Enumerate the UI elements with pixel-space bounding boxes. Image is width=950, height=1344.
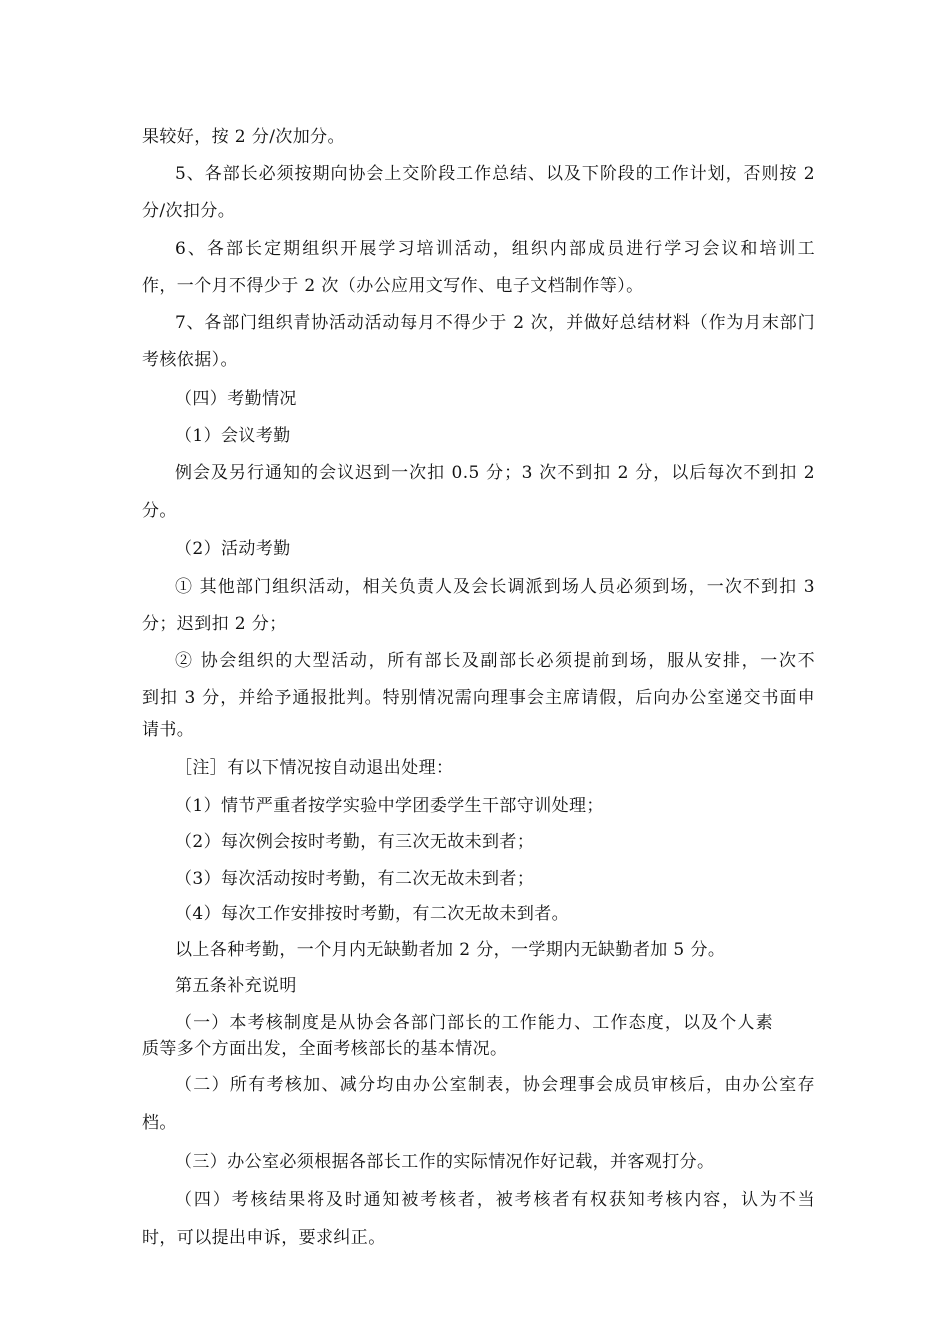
text-line: 考核依据）。: [142, 350, 238, 370]
text-line: （二）所有考核加、减分均由办公室制表，协会理事会成员审核后，由办公室存: [175, 1075, 815, 1095]
text-line: 以上各种考勤，一个月内无缺勤者加 2 分，一学期内无缺勤者加 5 分。: [175, 940, 726, 960]
text-line: 时，可以提出申诉，要求纠正。: [142, 1228, 386, 1248]
subsection-heading: （1）会议考勤: [175, 426, 291, 446]
text-line: 果较好，按 2 分/次加分。: [142, 127, 345, 147]
text-line: ① 其他部门组织活动，相关负责人及会长调派到场人员必须到场，一次不到扣 3: [175, 577, 815, 597]
text-line: 分；迟到扣 2 分；: [142, 614, 287, 634]
text-line: 分/次扣分。: [142, 201, 236, 221]
note-heading: ［注］有以下情况按自动退出处理：: [175, 758, 454, 778]
text-line: 到扣 3 分，并给予通报批判。特别情况需向理事会主席请假，后向办公室递交书面申: [142, 688, 815, 708]
text-line: 作，一个月不得少于 2 次（办公应用文写作、电子文档制作等）。: [142, 276, 644, 296]
text-line: 例会及另行通知的会议迟到一次扣 0.5 分；3 次不到扣 2 分，以后每次不到扣 2: [175, 463, 815, 483]
text-line: （四）考核结果将及时通知被考核者，被考核者有权获知考核内容，认为不当: [175, 1190, 815, 1210]
text-line: 质等多个方面出发，全面考核部长的基本情况。: [142, 1039, 508, 1059]
section-heading: （四）考勤情况: [175, 389, 297, 409]
text-line: 档。: [142, 1113, 177, 1133]
article-heading: 第五条补充说明: [175, 976, 297, 996]
text-line: 分。: [142, 501, 177, 521]
list-item: （1）情节严重者按学实验中学团委学生干部守训处理；: [175, 796, 604, 816]
text-line: 5、各部长必须按期向协会上交阶段工作总结、以及下阶段的工作计划，否则按 2: [175, 164, 815, 184]
list-item: （2）每次例会按时考勤，有三次无故未到者；: [175, 832, 535, 852]
text-line: （一）本考核制度是从协会各部门部长的工作能力、工作态度，以及个人素: [175, 1013, 773, 1033]
list-item: （3）每次活动按时考勤，有二次无故未到者；: [175, 869, 535, 889]
text-line: ② 协会组织的大型活动，所有部长及副部长必须提前到场，服从安排，一次不: [175, 651, 815, 671]
subsection-heading: （2）活动考勤: [175, 539, 291, 559]
text-line: 7、各部门组织青协活动活动每月不得少于 2 次，并做好总结材料（作为月末部门: [175, 313, 815, 333]
text-line: （三）办公室必须根据各部长工作的实际情况作好记载，并客观打分。: [175, 1152, 715, 1172]
text-line: 6、各部长定期组织开展学习培训活动，组织内部成员进行学习会议和培训工: [175, 239, 815, 259]
text-line: 请书。: [142, 720, 195, 740]
list-item: （4）每次工作安排按时考勤，有二次无故未到者。: [175, 904, 570, 924]
